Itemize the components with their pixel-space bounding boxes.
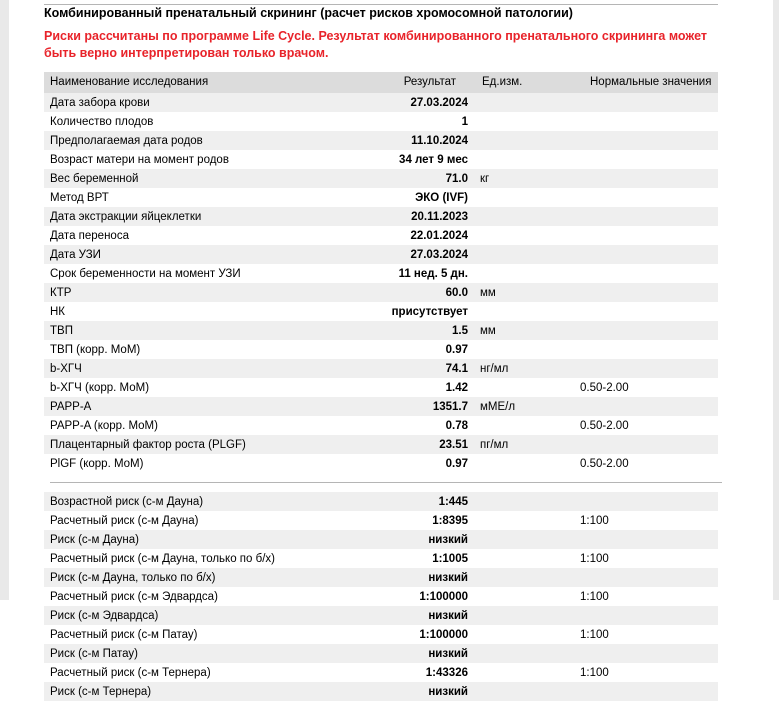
- row-name: Расчетный риск (с-м Патау): [44, 625, 344, 644]
- row-norm: 1:100: [574, 663, 718, 682]
- row-name: Плацентарный фактор роста (PLGF): [44, 435, 344, 454]
- row-name: Дата забора крови: [44, 93, 344, 112]
- row-result: 20.11.2023: [344, 207, 474, 226]
- row-unit: [474, 606, 574, 625]
- table-row: [44, 207, 718, 226]
- row-name: Дата экстракции яйцеклетки: [44, 207, 344, 226]
- row-name: PAPP-A (корр. МоМ): [44, 416, 344, 435]
- row-name: PAPP-A: [44, 397, 344, 416]
- row-name: Риск (с-м Дауна, только по б/х): [44, 568, 344, 587]
- row-unit: [474, 663, 574, 682]
- row-unit: [474, 454, 574, 473]
- table-row: [44, 606, 718, 625]
- results-table: [44, 72, 718, 701]
- row-unit: [474, 492, 574, 511]
- row-result: 1: [344, 112, 474, 131]
- row-norm: [574, 397, 718, 416]
- row-norm: 0.50-2.00: [574, 454, 718, 473]
- row-norm: [574, 188, 718, 207]
- row-name: Возраст матери на момент родов: [44, 150, 344, 169]
- row-norm: [574, 340, 718, 359]
- section-spacer: [44, 473, 718, 492]
- row-norm: [574, 169, 718, 188]
- row-norm: [574, 283, 718, 302]
- row-result: низкий: [344, 606, 474, 625]
- row-unit: [474, 131, 574, 150]
- row-name: b-ХГЧ: [44, 359, 344, 378]
- table-row: [44, 340, 718, 359]
- row-result: 1:445: [344, 492, 474, 511]
- document-content: [44, 0, 734, 701]
- row-norm: [574, 150, 718, 169]
- row-result: 27.03.2024: [344, 93, 474, 112]
- row-norm: [574, 226, 718, 245]
- row-name: Количество плодов: [44, 112, 344, 131]
- row-norm: 0.50-2.00: [574, 378, 718, 397]
- table-body-measurements: [44, 93, 718, 473]
- table-row: [44, 321, 718, 340]
- row-result: 60.0: [344, 283, 474, 302]
- row-result: 0.97: [344, 340, 474, 359]
- row-unit: [474, 625, 574, 644]
- table-body-risks: [44, 473, 718, 701]
- row-unit: [474, 93, 574, 112]
- row-name: Вес беременной: [44, 169, 344, 188]
- column-header-unit: Ед.изм.: [474, 72, 574, 93]
- row-unit: мм: [474, 283, 574, 302]
- row-unit: кг: [474, 169, 574, 188]
- row-norm: 1:100: [574, 625, 718, 644]
- warning-text: Риски рассчитаны по программе Life Cycle. Результат комбинированного пренатального скрининга может быть верно интерпретирован только врачом.: [44, 29, 708, 60]
- table-row: [44, 188, 718, 207]
- table-row: [44, 131, 718, 150]
- table-row: [44, 112, 718, 131]
- row-norm: [574, 93, 718, 112]
- row-norm: 0.50-2.00: [574, 416, 718, 435]
- row-norm: [574, 264, 718, 283]
- table-row: [44, 644, 718, 663]
- table-row: [44, 511, 718, 530]
- row-name: b-ХГЧ (корр. МоМ): [44, 378, 344, 397]
- table-row: [44, 93, 718, 112]
- row-unit: [474, 644, 574, 663]
- row-name: Риск (с-м Тернера): [44, 682, 344, 701]
- row-name: Дата переноса: [44, 226, 344, 245]
- row-norm: [574, 302, 718, 321]
- table-row: [44, 587, 718, 606]
- row-unit: [474, 511, 574, 530]
- row-result: 22.01.2024: [344, 226, 474, 245]
- table-row: [44, 435, 718, 454]
- table-row: [44, 264, 718, 283]
- row-norm: 1:100: [574, 511, 718, 530]
- row-name: Риск (с-м Патау): [44, 644, 344, 663]
- table-row: [44, 416, 718, 435]
- row-name: Расчетный риск (с-м Дауна): [44, 511, 344, 530]
- table-row: [44, 492, 718, 511]
- row-unit: [474, 530, 574, 549]
- table-row: [44, 625, 718, 644]
- row-unit: [474, 549, 574, 568]
- row-unit: [474, 416, 574, 435]
- row-unit: [474, 226, 574, 245]
- row-unit: пг/мл: [474, 435, 574, 454]
- table-row: [44, 226, 718, 245]
- row-unit: [474, 207, 574, 226]
- row-unit: [474, 682, 574, 701]
- row-unit: мМЕ/л: [474, 397, 574, 416]
- row-result: 74.1: [344, 359, 474, 378]
- table-row: [44, 245, 718, 264]
- section-divider: [50, 482, 722, 483]
- table-row: [44, 397, 718, 416]
- row-norm: [574, 359, 718, 378]
- row-result: 1.42: [344, 378, 474, 397]
- row-unit: [474, 245, 574, 264]
- page-right-margin: [773, 0, 779, 600]
- row-result: присутствует: [344, 302, 474, 321]
- row-result: 11 нед. 5 дн.: [344, 264, 474, 283]
- row-unit: [474, 587, 574, 606]
- row-result: 1351.7: [344, 397, 474, 416]
- row-result: 11.10.2024: [344, 131, 474, 150]
- column-header-name: Наименование исследования: [44, 72, 344, 93]
- row-result: 71.0: [344, 169, 474, 188]
- table-row: [44, 169, 718, 188]
- section-spacer-cell: [44, 473, 718, 492]
- row-unit: нг/мл: [474, 359, 574, 378]
- table-row: [44, 663, 718, 682]
- row-name: Расчетный риск (с-м Дауна, только по б/х): [44, 549, 344, 568]
- row-norm: 1:100: [574, 549, 718, 568]
- row-result: 1:100000: [344, 625, 474, 644]
- row-unit: [474, 302, 574, 321]
- row-result: 1.5: [344, 321, 474, 340]
- table-row: [44, 549, 718, 568]
- row-norm: [574, 207, 718, 226]
- table-header-row: [44, 72, 718, 93]
- table-row: [44, 283, 718, 302]
- row-norm: [574, 131, 718, 150]
- row-result: 0.78: [344, 416, 474, 435]
- table-row: [44, 150, 718, 169]
- row-unit: [474, 112, 574, 131]
- row-unit: мм: [474, 321, 574, 340]
- row-name: НК: [44, 302, 344, 321]
- row-result: 1:100000: [344, 587, 474, 606]
- row-norm: [574, 112, 718, 131]
- row-result: низкий: [344, 568, 474, 587]
- page-left-margin: [0, 0, 9, 600]
- row-result: 1:43326: [344, 663, 474, 682]
- row-norm: [574, 435, 718, 454]
- row-norm: [574, 321, 718, 340]
- row-name: Риск (с-м Дауна): [44, 530, 344, 549]
- row-norm: 1:100: [574, 587, 718, 606]
- row-unit: [474, 568, 574, 587]
- row-result: 0.97: [344, 454, 474, 473]
- row-result: 1:1005: [344, 549, 474, 568]
- table-row: [44, 682, 718, 701]
- row-norm: [574, 606, 718, 625]
- table-row: [44, 530, 718, 549]
- row-name: Риск (с-м Эдвардса): [44, 606, 344, 625]
- row-unit: [474, 378, 574, 397]
- row-result: 27.03.2024: [344, 245, 474, 264]
- table-row: [44, 359, 718, 378]
- row-result: 1:8395: [344, 511, 474, 530]
- row-name: Возрастной риск (с-м Дауна): [44, 492, 344, 511]
- row-unit: [474, 264, 574, 283]
- row-name: Метод ВРТ: [44, 188, 344, 207]
- row-result: низкий: [344, 682, 474, 701]
- row-result: 34 лет 9 мес: [344, 150, 474, 169]
- row-norm: [574, 568, 718, 587]
- row-norm: [574, 492, 718, 511]
- column-header-result: Результат: [344, 72, 474, 93]
- row-name: PlGF (корр. МоМ): [44, 454, 344, 473]
- row-name: Срок беременности на момент УЗИ: [44, 264, 344, 283]
- row-unit: [474, 150, 574, 169]
- row-result: низкий: [344, 530, 474, 549]
- row-unit: [474, 340, 574, 359]
- row-result: 23.51: [344, 435, 474, 454]
- row-result: низкий: [344, 644, 474, 663]
- row-name: Предполагаемая дата родов: [44, 131, 344, 150]
- row-norm: [574, 682, 718, 701]
- row-name: КТР: [44, 283, 344, 302]
- row-norm: [574, 245, 718, 264]
- row-name: Дата УЗИ: [44, 245, 344, 264]
- row-norm: [574, 530, 718, 549]
- row-name: ТВП (корр. МоМ): [44, 340, 344, 359]
- page-title: Комбинированный пренатальный скрининг (расчет рисков хромосомной патологии): [44, 6, 573, 20]
- table-header: [44, 72, 718, 93]
- row-unit: [474, 188, 574, 207]
- table-row: [44, 454, 718, 473]
- row-result: ЭКО (IVF): [344, 188, 474, 207]
- row-norm: [574, 644, 718, 663]
- column-header-norm: Нормальные значения: [574, 72, 718, 93]
- table-row: [44, 568, 718, 587]
- table-row: [44, 378, 718, 397]
- row-name: Расчетный риск (с-м Эдвардса): [44, 587, 344, 606]
- row-name: Расчетный риск (с-м Тернера): [44, 663, 344, 682]
- row-name: ТВП: [44, 321, 344, 340]
- table-row: [44, 302, 718, 321]
